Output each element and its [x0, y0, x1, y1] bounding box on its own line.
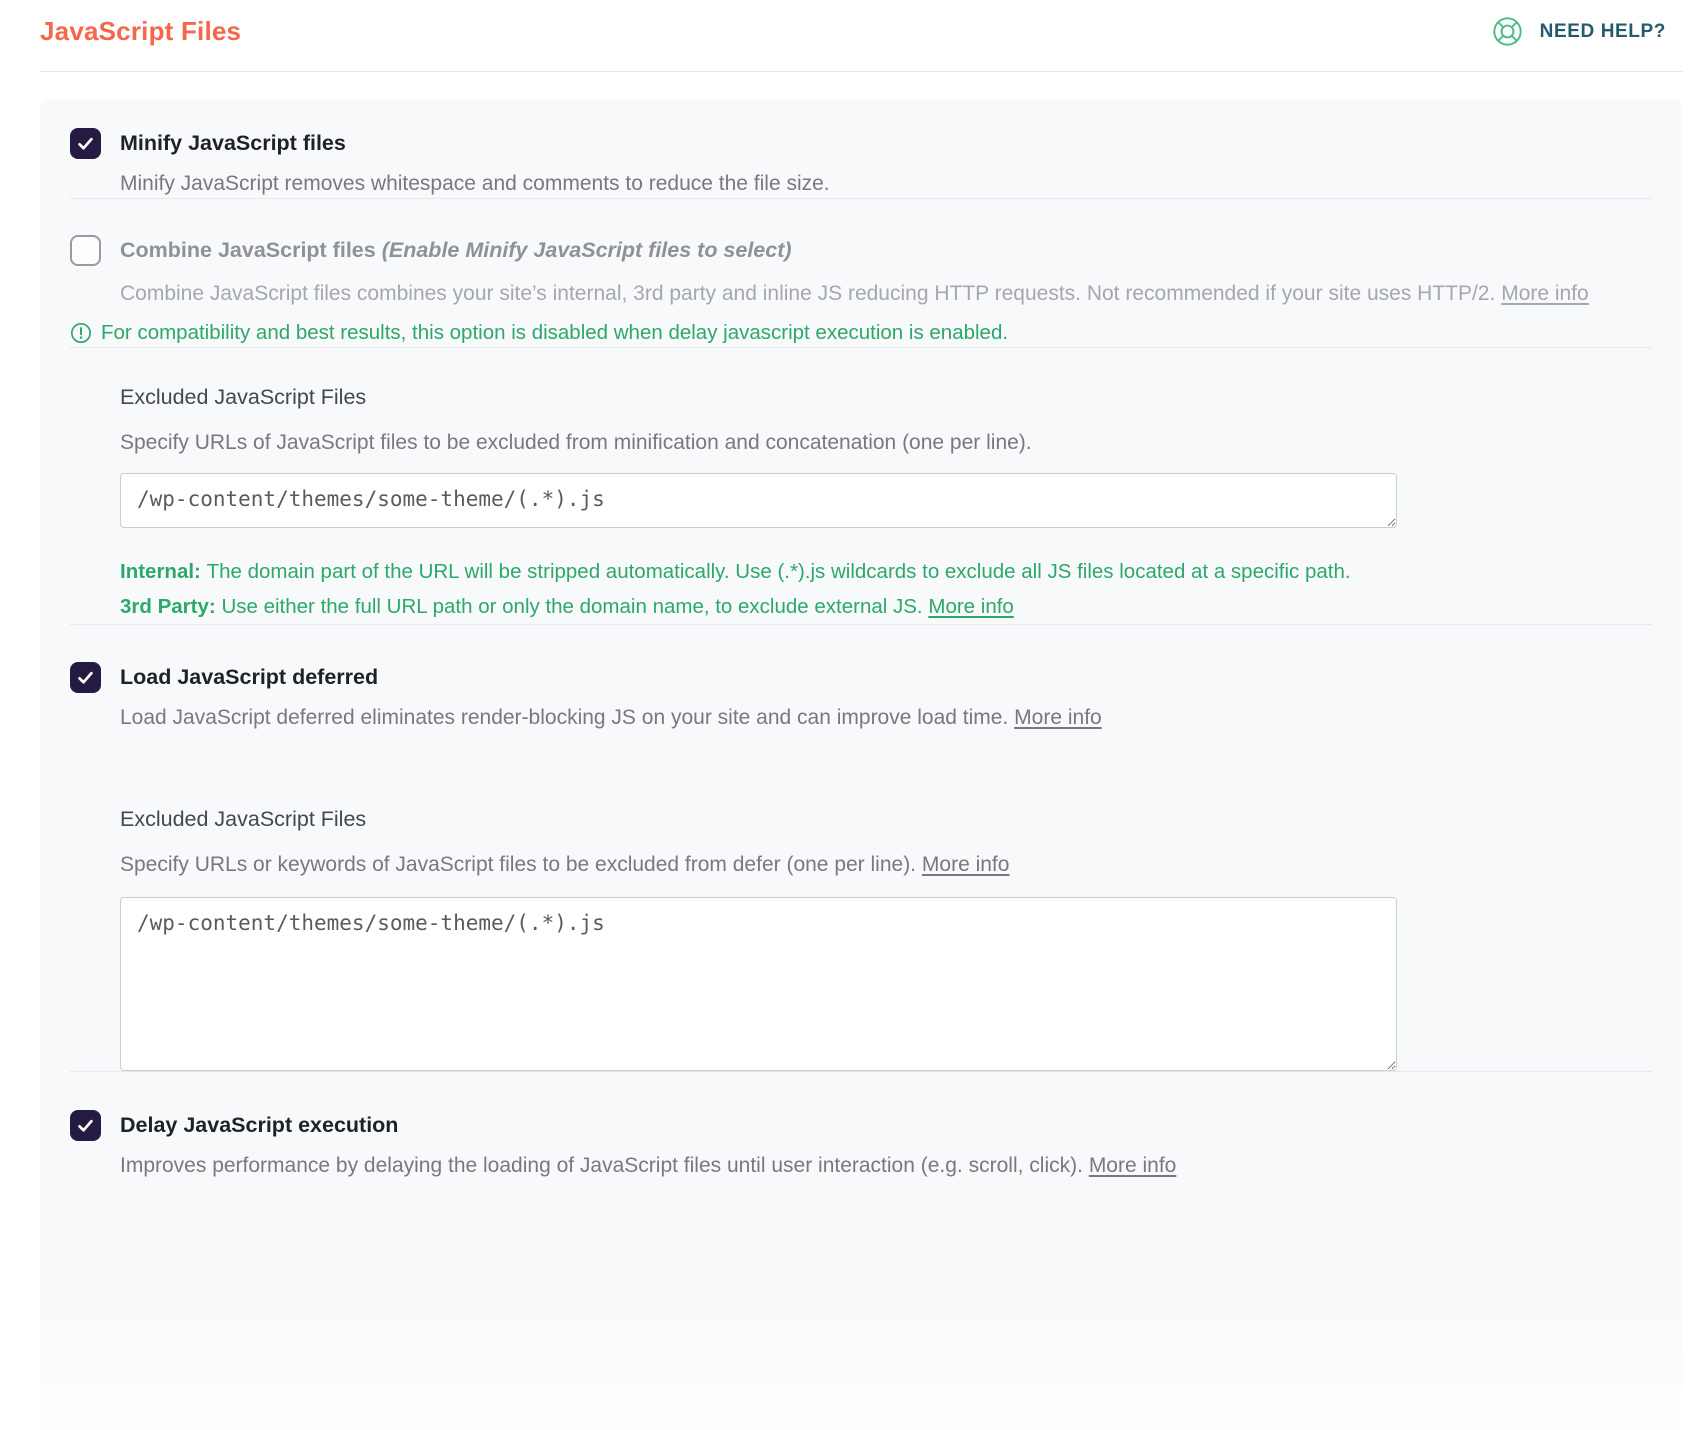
excluded-js-minify-heading: Excluded JavaScript Files	[120, 385, 367, 409]
compatibility-notice-text: For compatibility and best results, this option is disabled when delay javascript execution is enabled.	[101, 321, 1009, 344]
section-divider	[70, 1071, 1652, 1072]
excluded-js-defer-description: Specify URLs or keywords of JavaScript files to be excluded from defer (one per line). More info	[120, 853, 1010, 876]
javascript-files-panel	[40, 100, 1682, 1430]
excluded-js-minify-description: Specify URLs of JavaScript files to be excluded from minification and concatenation (one per line).	[120, 431, 1032, 454]
delay-js-body	[120, 1110, 1176, 1180]
combine-js-description: Combine JavaScript files combines your site’s internal, 3rd party and inline JS reducing HTTP requests. Not recommended if your site uses HTTP/2. More info	[120, 282, 1589, 305]
page-title: JavaScript Files	[40, 16, 242, 46]
section-divider	[70, 624, 1652, 625]
minify-js-label: Minify JavaScript files	[120, 131, 346, 155]
delay-js-checkbox[interactable]	[70, 1110, 101, 1141]
combine-js-label: Combine JavaScript files (Enable Minify JavaScript files to select)	[120, 238, 792, 262]
checkmark-icon	[76, 668, 95, 687]
section-divider	[70, 347, 1652, 348]
alert-circle-icon	[70, 322, 92, 344]
defer-js-option	[70, 662, 1652, 732]
minify-js-checkbox[interactable]	[70, 128, 101, 159]
delay-js-description: Improves performance by delaying the loading of JavaScript files until user interaction (e.g. scroll, click). More info	[120, 1154, 1177, 1177]
minify-js-option	[70, 128, 1652, 198]
combine-more-info-link[interactable]: More info	[1501, 282, 1589, 305]
minify-js-body	[120, 128, 830, 198]
topbar	[40, 0, 1682, 72]
delay-js-option	[70, 1110, 1652, 1180]
excluded-js-defer-heading: Excluded JavaScript Files	[120, 807, 367, 831]
third-party-help-line: 3rd Party: Use either the full URL path or only the domain name, to exclude external JS. More info	[120, 595, 1014, 618]
defer-js-checkbox[interactable]	[70, 662, 101, 693]
combine-js-label-note: (Enable Minify JavaScript files to select)	[381, 238, 792, 262]
combine-js-checkbox[interactable]	[70, 235, 101, 266]
exclude-defer-more-info-link[interactable]: More info	[921, 853, 1010, 876]
life-ring-icon	[1492, 16, 1523, 47]
internal-help-line: Internal: The domain part of the URL will be stripped automatically. Use (.*).js wildcards to exclude all JS files located at a specific path.	[120, 560, 1351, 583]
excluded-js-defer-textarea[interactable]	[120, 897, 1397, 1071]
excluded-js-minify-help	[120, 554, 1420, 624]
minify-js-description: Minify JavaScript removes whitespace and comments to reduce the file size.	[120, 172, 830, 195]
excluded-js-minify-section	[120, 382, 1652, 624]
defer-js-label: Load JavaScript deferred	[120, 665, 379, 689]
combine-js-body	[120, 235, 1589, 312]
exclude-minify-more-info-link[interactable]: More info	[928, 595, 1014, 618]
compatibility-notice	[70, 318, 1652, 347]
section-divider	[70, 198, 1652, 199]
defer-js-description: Load JavaScript deferred eliminates render-blocking JS on your site and can improve load time. More info	[120, 706, 1102, 729]
defer-more-info-link[interactable]: More info	[1014, 706, 1102, 729]
delay-more-info-link[interactable]: More info	[1088, 1154, 1177, 1177]
delay-js-label: Delay JavaScript execution	[120, 1113, 399, 1137]
checkmark-icon	[76, 134, 95, 153]
defer-js-body	[120, 662, 1102, 732]
combine-js-option	[70, 235, 1652, 312]
excluded-js-defer-section	[120, 804, 1652, 1071]
need-help-label: NEED HELP?	[1539, 20, 1666, 42]
need-help-button[interactable]	[1492, 16, 1682, 47]
excluded-js-minify-textarea[interactable]	[120, 473, 1397, 528]
checkmark-icon	[76, 1116, 95, 1135]
